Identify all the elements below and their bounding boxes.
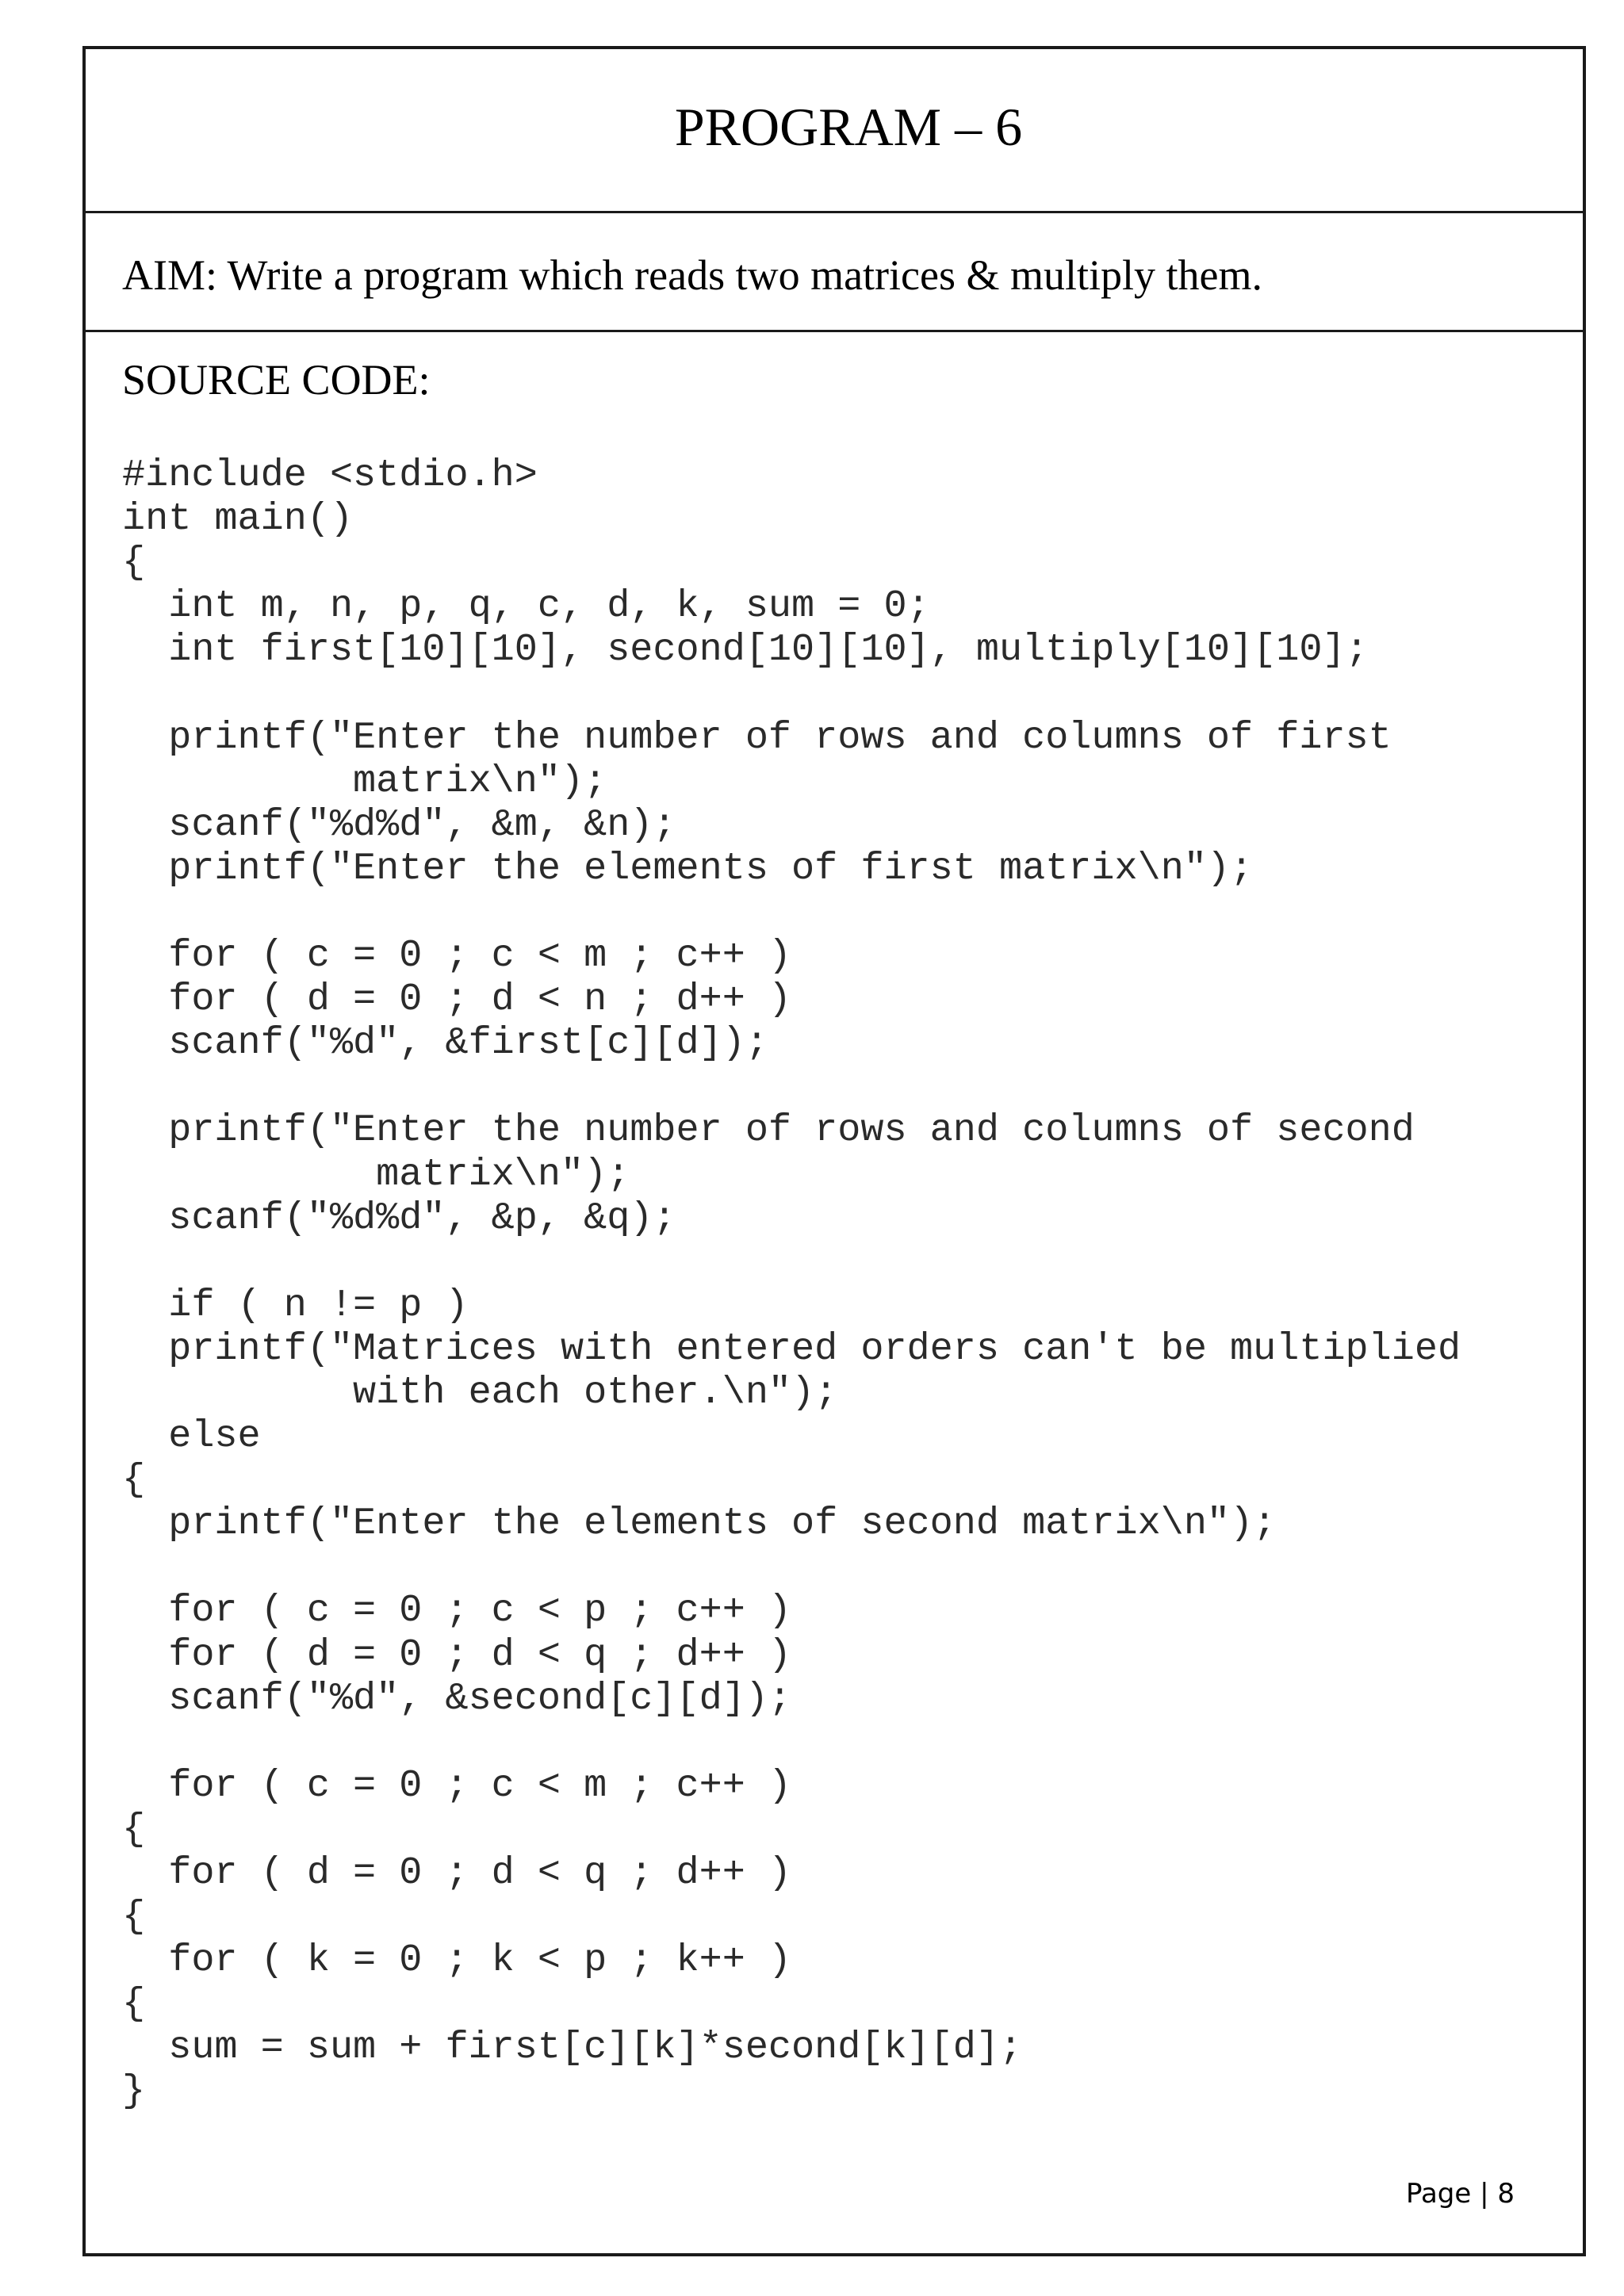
code-line: sum = sum + first[c][k]*second[k][d]; — [122, 2026, 1023, 2070]
code-line: scanf("%d", &second[c][d]); — [122, 1676, 792, 1720]
code-line: printf("Enter the elements of second matrix\n"); — [122, 1502, 1277, 1546]
aim-divider — [86, 330, 1583, 332]
page-frame — [82, 46, 1586, 2256]
code-line: matrix\n"); — [122, 1152, 630, 1196]
code-line — [122, 1720, 1461, 1764]
code-line — [122, 890, 1461, 934]
code-line: printf("Matrices with entered orders can't be multiplied — [122, 1326, 1461, 1371]
code-line: for ( d = 0 ; d < q ; d++ ) — [122, 1632, 792, 1677]
code-line: { — [122, 1807, 146, 1851]
code-line: int m, n, p, q, c, d, k, sum = 0; — [122, 584, 930, 629]
code-line: scanf("%d%d", &m, &n); — [122, 802, 676, 847]
code-line: for ( c = 0 ; c < m ; c++ ) — [122, 934, 792, 978]
page-number: Page | 8 — [1405, 2178, 1515, 2210]
code-line: if ( n != p ) — [122, 1283, 469, 1327]
title-divider — [86, 211, 1583, 213]
code-line: for ( k = 0 ; k < p ; k++ ) — [122, 1938, 792, 1983]
code-line: printf("Enter the number of rows and columns of second — [122, 1108, 1415, 1153]
aim-statement: AIM: Write a program which reads two matrices & multiply them. — [122, 251, 1262, 299]
code-line: with each other.\n"); — [122, 1370, 838, 1414]
code-line: { — [122, 1458, 146, 1502]
code-line — [122, 1545, 1461, 1589]
code-line: } — [122, 2069, 146, 2114]
code-line: scanf("%d", &first[c][d]); — [122, 1021, 768, 1066]
code-line: for ( d = 0 ; d < n ; d++ ) — [122, 978, 792, 1022]
code-line: matrix\n"); — [122, 759, 607, 803]
page-title: PROGRAM – 6 — [674, 97, 1023, 157]
code-line: #include <stdio.h> — [122, 453, 538, 497]
code-line — [122, 1065, 1461, 1108]
code-line: { — [122, 1982, 146, 2026]
source-code-heading: SOURCE CODE: — [122, 356, 431, 404]
code-line: printf("Enter the elements of first matrix\n"); — [122, 846, 1254, 890]
code-line — [122, 1240, 1461, 1284]
code-line: printf("Enter the number of rows and columns of first — [122, 715, 1392, 760]
code-line: for ( d = 0 ; d < q ; d++ ) — [122, 1851, 792, 1895]
code-line: scanf("%d%d", &p, &q); — [122, 1196, 676, 1240]
code-line: int main() — [122, 497, 354, 541]
code-line: int first[10][10], second[10][10], multiply[10][10]; — [122, 628, 1369, 672]
code-line: for ( c = 0 ; c < m ; c++ ) — [122, 1763, 792, 1808]
code-line: { — [122, 541, 146, 585]
code-line: { — [122, 1895, 146, 1939]
code-line — [122, 672, 1461, 715]
code-line: for ( c = 0 ; c < p ; c++ ) — [122, 1589, 792, 1633]
code-line: else — [122, 1414, 261, 1459]
source-code-block — [122, 453, 1461, 2114]
